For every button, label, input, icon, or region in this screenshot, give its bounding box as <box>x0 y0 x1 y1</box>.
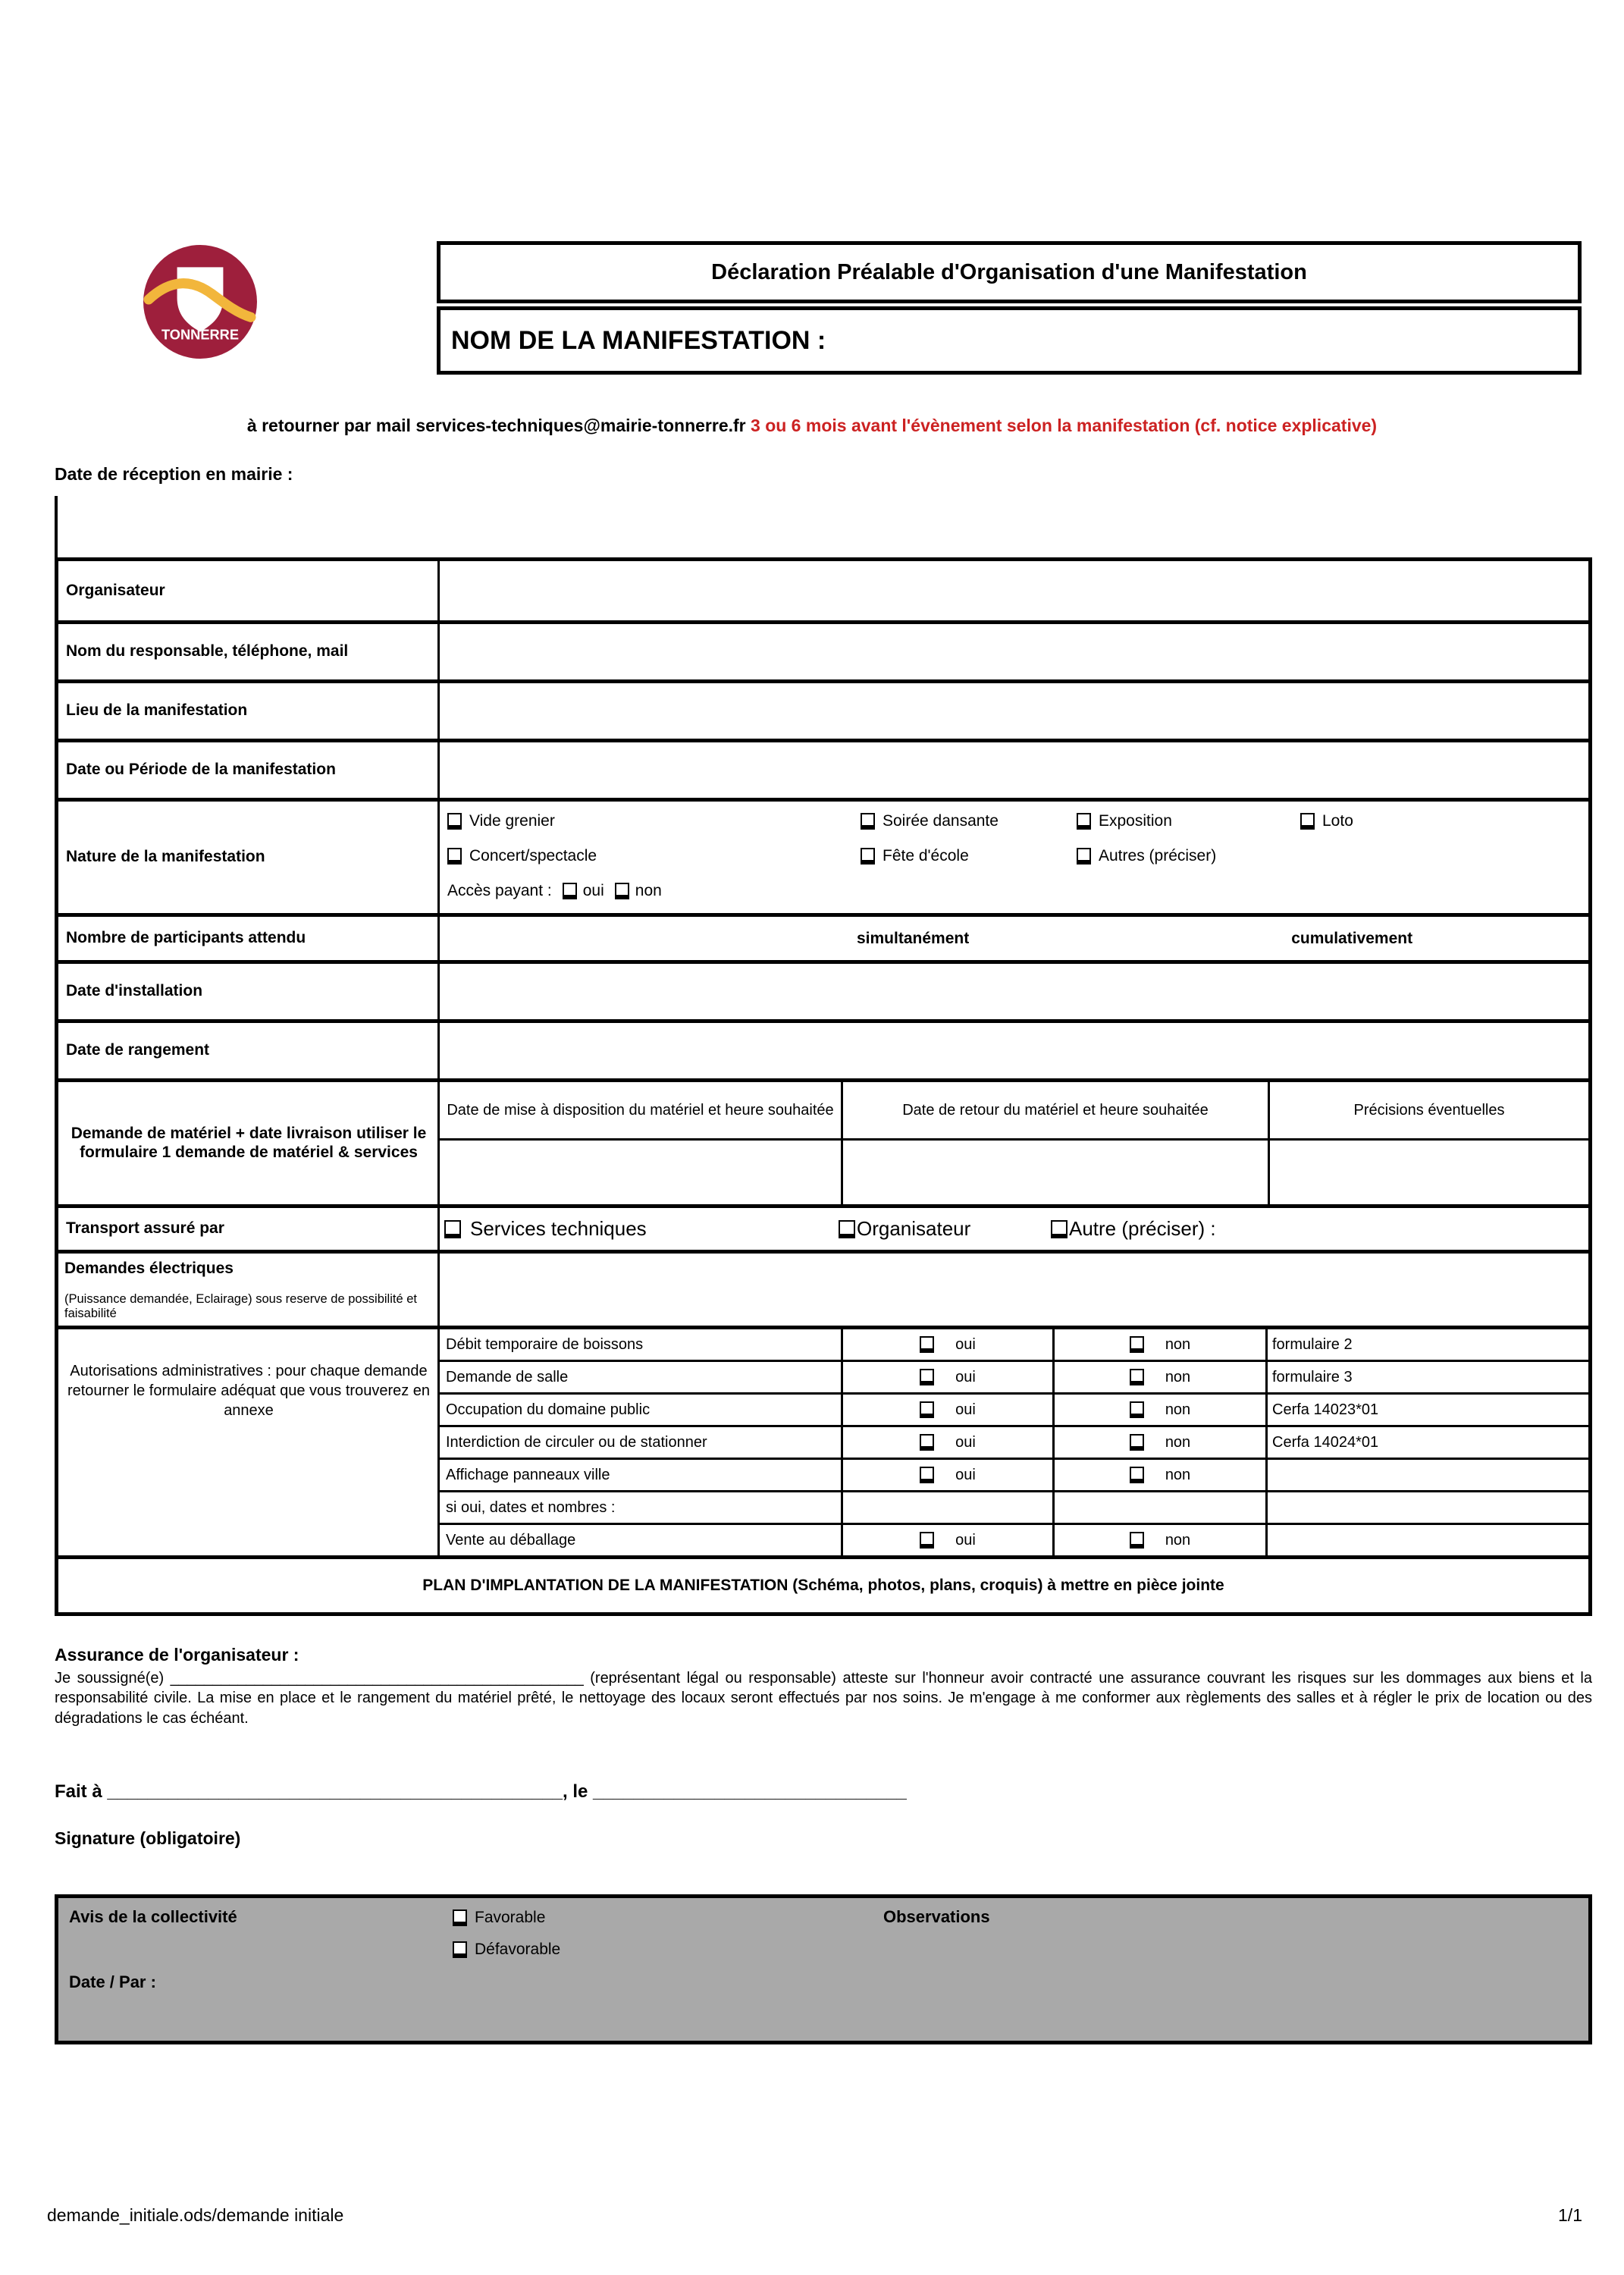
non-label: non <box>1165 1531 1191 1549</box>
oui-label: oui <box>955 1466 976 1483</box>
assurance-body: Je soussigné(e) _________________________________________________ (représentant légal ou responsable) atteste sur l'honneur avoir contracté une assurance couvrant les risques sur les dommages aux biens et la responsabilité civile. La mise en place et le rangement du matériel prêté, le nettoyage des locaux seront effectués par nos soins. Je m'engage à me conformer aux règlements des salles et à régler le prix de location ou des dégradations le cas échéant. <box>55 1670 1592 1727</box>
autorisations-subtable <box>440 1329 1588 1555</box>
option-fete-ecole <box>861 847 1077 865</box>
auth-form-ref <box>1268 1460 1588 1490</box>
option-label: Favorable <box>475 1909 546 1927</box>
auth-non-cell <box>1055 1329 1268 1360</box>
logo-text: TONNERRE <box>161 326 239 343</box>
acces-oui <box>563 882 604 900</box>
option-services-techniques <box>444 1217 839 1241</box>
nature-line1 <box>447 812 1588 830</box>
signature-label: Signature (obligatoire) <box>55 1828 241 1849</box>
auth-row-boissons <box>440 1329 1588 1360</box>
auth-non-cell <box>1055 1362 1268 1392</box>
reception-cell-border <box>55 496 58 557</box>
auth-item-label: si oui, dates et nombres : <box>440 1492 843 1523</box>
option-label: Vide grenier <box>469 812 555 830</box>
lieu-field[interactable] <box>440 683 1588 739</box>
checkbox-vide-grenier[interactable] <box>447 813 462 830</box>
auth-form-ref: Cerfa 14023*01 <box>1272 1401 1379 1418</box>
responsable-label: Nom du responsable, téléphone, mail <box>58 624 440 679</box>
materiel-label: Demande de matériel + date livraison utiliser le formulaire 1 demande de matériel & services <box>58 1082 440 1204</box>
checkbox-affichage-non[interactable] <box>1130 1467 1144 1483</box>
checkbox-circulation-non[interactable] <box>1130 1434 1144 1451</box>
table-row <box>58 1019 1588 1078</box>
organisateur-label: Organisateur <box>58 561 440 620</box>
auth-oui-cell <box>843 1329 1055 1360</box>
checkbox-deballage-non[interactable] <box>1130 1532 1144 1549</box>
option-label: Services techniques <box>470 1217 647 1240</box>
auth-non-cell <box>1055 1460 1268 1490</box>
checkbox-concert[interactable] <box>447 848 462 864</box>
checkbox-fete-ecole[interactable] <box>861 848 875 864</box>
non-label: non <box>1165 1401 1191 1418</box>
checkbox-affichage-oui[interactable] <box>920 1467 934 1483</box>
checkbox-autre-transport[interactable] <box>1051 1220 1068 1238</box>
auth-item-label: Vente au déballage <box>440 1525 843 1555</box>
auth-si-oui-field[interactable] <box>843 1492 1055 1523</box>
auth-row-affichage <box>440 1458 1588 1490</box>
materiel-col3-header: Précisions éventuelles <box>1353 1101 1505 1119</box>
materiel-input-row <box>440 1138 1588 1204</box>
checkbox-boissons-non[interactable] <box>1130 1336 1144 1353</box>
acces-payant-label: Accès payant : <box>447 882 552 899</box>
auth-item-label: Occupation du domaine public <box>440 1395 843 1425</box>
option-favorable <box>453 1909 545 1927</box>
acces-payant-line <box>447 882 1588 900</box>
auth-item-label: Affichage panneaux ville <box>440 1460 843 1490</box>
option-label: non <box>635 882 662 899</box>
responsable-field[interactable] <box>440 624 1588 679</box>
option-label: Exposition <box>1099 812 1172 830</box>
periode-label: Date ou Période de la manifestation <box>58 742 440 798</box>
materiel-col2-field[interactable] <box>843 1141 1270 1204</box>
return-instructions-red: 3 ou 6 mois avant l'évènement selon la manifestation (cf. notice explicative) <box>751 416 1378 435</box>
auth-row-domaine-public <box>440 1392 1588 1425</box>
oui-label: oui <box>955 1531 976 1549</box>
auth-oui-cell <box>843 1460 1055 1490</box>
participants-field[interactable] <box>440 917 1588 960</box>
oui-label: oui <box>955 1401 976 1418</box>
non-label: non <box>1165 1368 1191 1385</box>
installation-field[interactable] <box>440 964 1588 1019</box>
assurance-title: Assurance de l'organisateur : <box>55 1645 299 1665</box>
checkbox-salle-oui[interactable] <box>920 1369 934 1385</box>
electrique-label: Demandes électriques <box>64 1260 234 1277</box>
table-row-plan <box>58 1555 1588 1612</box>
auth-item-label: Interdiction de circuler ou de stationner <box>440 1427 843 1458</box>
simultane-label: simultanément <box>857 929 970 947</box>
periode-field[interactable] <box>440 742 1588 798</box>
auth-row-si-oui <box>440 1490 1588 1523</box>
non-label: non <box>1165 1335 1191 1353</box>
fait-a-line[interactable]: Fait à _____________________________________________, le _______________________________ <box>55 1781 907 1803</box>
transport-label: Transport assuré par <box>58 1208 440 1250</box>
auth-si-oui-field[interactable] <box>1268 1492 1588 1523</box>
auth-oui-cell <box>843 1395 1055 1425</box>
table-row-autorisations <box>58 1326 1588 1555</box>
transport-options <box>440 1208 1588 1250</box>
auth-form-ref: formulaire 3 <box>1272 1368 1353 1385</box>
option-autre-transport <box>1051 1217 1216 1241</box>
checkbox-domaine-oui[interactable] <box>920 1401 934 1418</box>
auth-form-ref: formulaire 2 <box>1272 1335 1353 1353</box>
installation-label: Date d'installation <box>58 964 440 1019</box>
option-label: Autres (préciser) <box>1099 847 1217 864</box>
table-row-participants <box>58 913 1588 960</box>
checkbox-services-techniques[interactable] <box>444 1220 461 1238</box>
acces-non <box>615 882 662 900</box>
option-label: Fête d'école <box>883 847 969 864</box>
rangement-label: Date de rangement <box>58 1023 440 1078</box>
checkbox-favorable[interactable] <box>453 1909 467 1926</box>
reception-date-label: Date de réception en mairie : <box>55 464 293 484</box>
return-instructions-black: à retourner par mail services-techniques@mairie-tonnerre.fr <box>246 416 746 435</box>
checkbox-salle-non[interactable] <box>1130 1369 1144 1385</box>
option-loto <box>1300 812 1353 830</box>
auth-row-circulation <box>440 1425 1588 1458</box>
auth-oui-cell <box>843 1362 1055 1392</box>
cumulatif-label: cumulativement <box>1291 929 1413 947</box>
auth-form-ref: Cerfa 14024*01 <box>1272 1433 1379 1451</box>
checkbox-organisateur[interactable] <box>839 1220 855 1238</box>
oui-label: oui <box>955 1335 976 1353</box>
organisateur-field[interactable] <box>440 561 1588 620</box>
checkbox-loto[interactable] <box>1300 813 1315 830</box>
return-instructions <box>0 416 1624 436</box>
option-defavorable <box>453 1941 560 1959</box>
lieu-label: Lieu de la manifestation <box>58 683 440 739</box>
electrique-note: (Puissance demandée, Eclairage) sous reserve de possibilité et faisabilité <box>64 1292 417 1321</box>
checkbox-autres[interactable] <box>1077 848 1091 864</box>
checkbox-soiree-dansante[interactable] <box>861 813 875 830</box>
checkbox-defavorable[interactable] <box>453 1941 467 1958</box>
auth-si-oui-field[interactable] <box>1055 1492 1268 1523</box>
table-row <box>58 679 1588 739</box>
option-label: Défavorable <box>475 1941 561 1959</box>
option-label: Autre (préciser) : <box>1069 1217 1216 1240</box>
header <box>0 0 1624 557</box>
auth-non-cell <box>1055 1427 1268 1458</box>
option-vide-grenier <box>447 812 861 830</box>
option-concert <box>447 847 861 865</box>
main-content <box>55 557 1592 2044</box>
plan-implantation-label: PLAN D'IMPLANTATION DE LA MANIFESTATION (Schéma, photos, plans, croquis) à mettre en pièce jointe <box>422 1577 1224 1594</box>
option-label: Concert/spectacle <box>469 847 597 864</box>
date-par-label: Date / Par : <box>69 1972 156 1992</box>
checkbox-deballage-oui[interactable] <box>920 1532 934 1549</box>
auth-oui-cell <box>843 1525 1055 1555</box>
participants-label: Nombre de participants attendu <box>58 917 440 960</box>
option-label: oui <box>582 882 604 899</box>
checkbox-boissons-oui[interactable] <box>920 1336 934 1353</box>
avis-panel <box>55 1894 1592 2044</box>
observations-label: Observations <box>883 1907 990 1927</box>
option-organisateur <box>839 1217 1051 1241</box>
auth-row-deballage <box>440 1523 1588 1555</box>
nature-label: Nature de la manifestation <box>58 802 440 913</box>
electrique-field[interactable] <box>440 1254 1588 1326</box>
rangement-field[interactable] <box>440 1023 1588 1078</box>
table-row-nature <box>58 798 1588 913</box>
form-title: Déclaration Préalable d'Organisation d'une Manifestation <box>437 241 1582 303</box>
table-row <box>58 561 1588 620</box>
auth-item-label: Demande de salle <box>440 1362 843 1392</box>
nature-line2 <box>447 847 1588 865</box>
auth-item-label: Débit temporaire de boissons <box>440 1329 843 1360</box>
auth-oui-cell <box>843 1427 1055 1458</box>
auth-row-salle <box>440 1360 1588 1392</box>
auth-non-cell <box>1055 1525 1268 1555</box>
table-row-transport <box>58 1204 1588 1250</box>
auth-form-ref <box>1268 1525 1588 1555</box>
page-footer <box>47 2205 1582 2226</box>
materiel-subtable <box>440 1082 1588 1204</box>
autorisations-label: Autorisations administratives : pour chaque demande retourner le formulaire adéquat que vous trouverez en annexe <box>58 1329 440 1555</box>
main-table <box>55 557 1592 1616</box>
nature-options <box>440 802 1588 913</box>
materiel-col1-field[interactable] <box>440 1141 843 1204</box>
table-row-materiel <box>58 1078 1588 1204</box>
table-row <box>58 739 1588 798</box>
manifestation-name-field[interactable]: NOM DE LA MANIFESTATION : <box>437 306 1582 375</box>
option-label: Soirée dansante <box>883 812 999 830</box>
checkbox-circulation-oui[interactable] <box>920 1434 934 1451</box>
non-label: non <box>1165 1433 1191 1451</box>
avis-label: Avis de la collectivité <box>69 1907 237 1927</box>
materiel-col3-field[interactable] <box>1270 1141 1588 1204</box>
option-label: Loto <box>1322 812 1353 830</box>
materiel-col1-header: Date de mise à disposition du matériel et heure souhaitée <box>440 1082 843 1138</box>
oui-label: oui <box>955 1433 976 1451</box>
auth-non-cell <box>1055 1395 1268 1425</box>
electrique-label-cell <box>58 1254 440 1326</box>
table-row-electrique <box>58 1250 1588 1326</box>
footer-filename: demande_initiale.ods/demande initiale <box>47 2205 344 2225</box>
option-soiree-dansante <box>861 812 1077 830</box>
checkbox-domaine-non[interactable] <box>1130 1401 1144 1418</box>
footer-page-number: 1/1 <box>1558 2205 1582 2225</box>
option-exposition <box>1077 812 1300 830</box>
option-label: Organisateur <box>857 1217 971 1240</box>
checkbox-exposition[interactable] <box>1077 813 1091 830</box>
checkbox-acces-oui[interactable] <box>563 883 577 899</box>
checkbox-acces-non[interactable] <box>615 883 629 899</box>
option-autres <box>1077 847 1216 865</box>
assurance-section <box>55 1645 1592 1728</box>
table-row <box>58 960 1588 1019</box>
materiel-header-row <box>440 1082 1588 1138</box>
oui-label: oui <box>955 1368 976 1385</box>
non-label: non <box>1165 1466 1191 1483</box>
table-row <box>58 620 1588 679</box>
tonnerre-logo <box>143 244 258 359</box>
materiel-col2-header: Date de retour du matériel et heure souhaitée <box>843 1082 1270 1138</box>
